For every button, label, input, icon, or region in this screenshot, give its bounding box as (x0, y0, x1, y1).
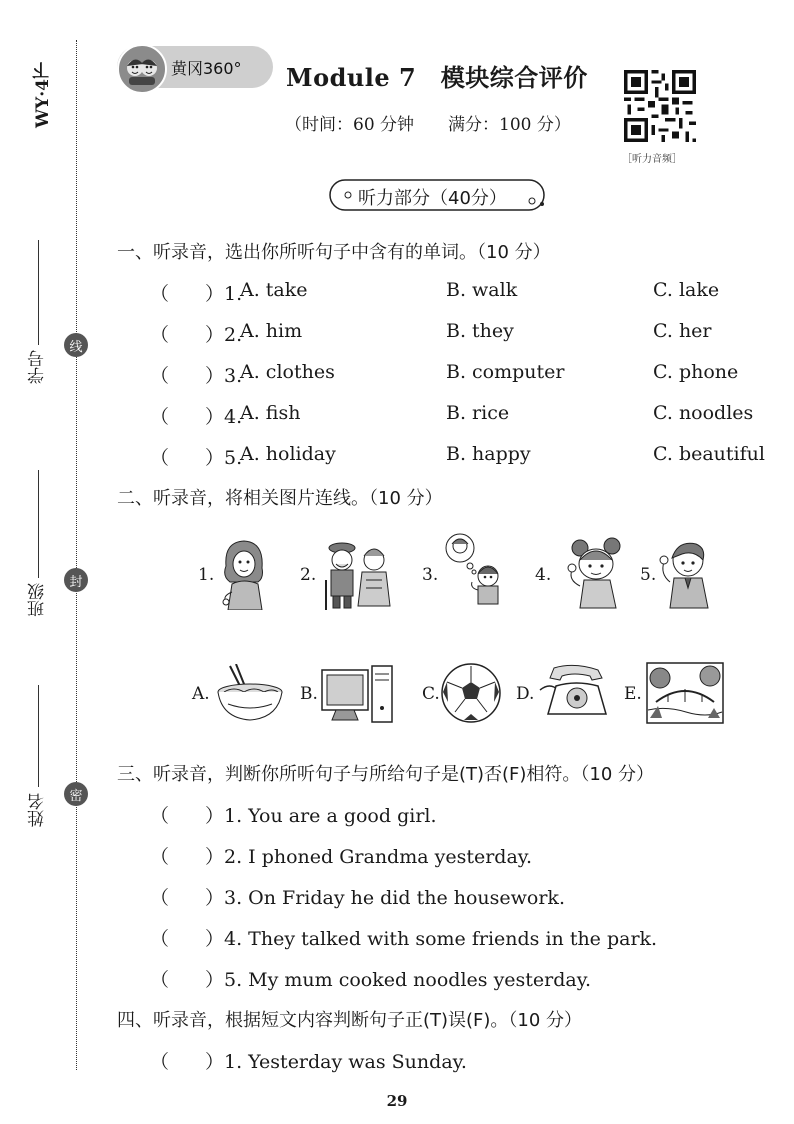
picture-label: E. (624, 684, 642, 704)
option-c: C. phone (653, 361, 739, 383)
page-number: 29 (386, 1092, 408, 1110)
option-a: A. holiday (240, 443, 336, 465)
picture-label: 1. (198, 565, 215, 585)
student-id-field[interactable] (38, 240, 39, 345)
picture-label: 4. (535, 565, 552, 585)
option-c: C. noodles (653, 402, 754, 424)
answer-blank[interactable]: （ (150, 324, 170, 346)
picture-label: B. (300, 684, 318, 704)
section-title: 听力部分（40分） (358, 188, 507, 209)
option-b: B. happy (446, 443, 531, 465)
option-a: A. him (240, 320, 303, 342)
item-number: ）4. (205, 406, 243, 428)
statement-text: ）5. My mum cooked noodles yesterday. (205, 969, 592, 991)
statement-text: ）1. Yesterday was Sunday. (205, 1051, 467, 1073)
statement-text: ）1. You are a good girl. (205, 805, 437, 827)
class-label: 班级 (28, 583, 48, 617)
exam-info: （时间：60 分钟 满分：100 分） (285, 115, 571, 135)
part4-heading: 四、听录音，根据短文内容判断句子正(T)误(F)。（10 分） (117, 1010, 583, 1031)
answer-blank[interactable]: （ (150, 928, 170, 950)
item-number: ）3. (205, 365, 243, 387)
option-c: C. her (653, 320, 712, 342)
picture-label: D. (516, 684, 535, 704)
option-a: A. fish (240, 402, 301, 424)
item-number: ）5. (205, 447, 243, 469)
answer-blank[interactable]: （ (150, 1051, 170, 1073)
seal-secret: 密 (64, 782, 88, 806)
student-id-label: 学号 (28, 350, 48, 384)
option-a: A. take (240, 279, 308, 301)
answer-blank[interactable]: （ (150, 447, 170, 469)
statement-text: ）4. They talked with some friends in the park. (205, 928, 658, 950)
answer-blank[interactable]: （ (150, 887, 170, 909)
item-number: ）1. (205, 283, 243, 305)
series-code: WY·4下 (33, 62, 53, 128)
part3-heading: 三、听录音，判断你所听句子与所给句子是(T)否(F)相符。（10 分） (117, 764, 655, 785)
seal-line: 线 (64, 333, 88, 357)
picture-label: 3. (422, 565, 439, 585)
answer-blank[interactable]: （ (150, 969, 170, 991)
option-b: B. walk (446, 279, 518, 301)
answer-blank[interactable]: （ (150, 365, 170, 387)
option-b: B. they (446, 320, 514, 342)
answer-blank[interactable]: （ (150, 283, 170, 305)
option-b: B. rice (446, 402, 510, 424)
boy-thinking-of-girl-picture (442, 532, 508, 610)
picture-label: 2. (300, 565, 317, 585)
class-field[interactable] (38, 470, 39, 578)
football-picture (440, 662, 502, 724)
picture-label: 5. (640, 565, 657, 585)
statement-text: ）3. On Friday he did the housework. (205, 887, 565, 909)
picture-label: A. (192, 684, 210, 704)
option-c: C. lake (653, 279, 720, 301)
woman-waving-picture (218, 536, 270, 610)
picture-label: C. (422, 684, 440, 704)
binding-dotted-line (76, 40, 77, 1070)
brand-logo-icon (117, 44, 167, 94)
qr-caption: ［听力音频］ (622, 154, 682, 165)
girl-waving-picture (566, 536, 630, 610)
name-field[interactable] (38, 685, 39, 787)
computer-picture (320, 664, 394, 726)
part1-heading: 一、听录音，选出你所听句子中含有的单词。（10 分） (117, 242, 551, 263)
option-c: C. beautiful (653, 443, 765, 465)
brand-name: 黄冈360° (171, 59, 242, 78)
answer-blank[interactable]: （ (150, 805, 170, 827)
boy-waving-picture (658, 536, 712, 610)
noodle-bowl-picture (214, 664, 286, 724)
item-number: ）2. (205, 324, 243, 346)
elderly-couple-picture (322, 540, 394, 610)
brand-badge (117, 46, 273, 88)
option-b: B. computer (446, 361, 565, 383)
telephone-picture (536, 664, 612, 720)
seal-seal: 封 (64, 568, 88, 592)
park-scene-picture (646, 662, 724, 724)
page-title: Module 7 模块综合评价 (286, 63, 588, 92)
statement-text: ）2. I phoned Grandma yesterday. (205, 846, 533, 868)
name-label: 姓名 (28, 793, 48, 827)
part2-heading: 二、听录音，将相关图片连线。（10 分） (117, 488, 443, 509)
option-a: A. clothes (240, 361, 335, 383)
answer-blank[interactable]: （ (150, 406, 170, 428)
qr-code-icon[interactable] (624, 70, 696, 142)
answer-blank[interactable]: （ (150, 846, 170, 868)
